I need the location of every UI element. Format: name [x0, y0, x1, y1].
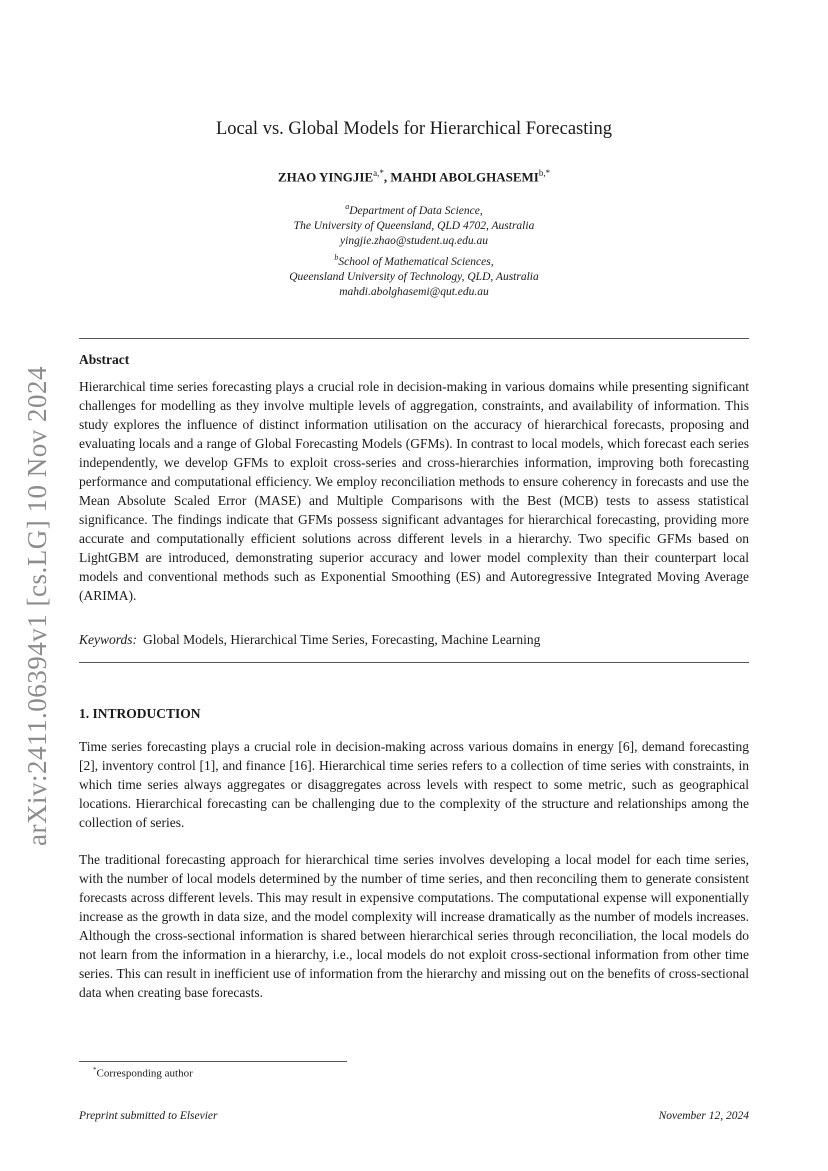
footnote-text: Corresponding author	[96, 1067, 193, 1080]
affiliation-mark: a	[345, 202, 350, 211]
arxiv-identifier: arXiv:2411.06394v1 [cs.LG] 10 Nov 2024	[22, 366, 52, 846]
footer-preprint-note: Preprint submitted to Elsevier	[79, 1110, 218, 1122]
abstract-text: Hierarchical time series forecasting plays a crucial role in decision-making in various domains while presenting significant challenges for modelling as they involve multiple levels of aggregation, constraints, and availability of information. This study explores the influence of distinct information utilisation on the accuracy of hierarchical forecasts, proposing and evaluating locals and a range of Global Forecasting Models (GFMs). In contrast to local models, which forecast each series independently, we develop GFMs to exploit cross-series and cross-hierarchies information, improving both forecasting performance and computational efficiency. We employ reconciliation methods to ensure coherency in forecasts and use the Mean Absolute Scaled Error (MASE) and Multiple Comparisons with the Best (MCB) tests to assess statistical significance. The findings indicate that GFMs possess significant advantages for hierarchical forecasting, providing more accurate and computationally efficient solutions across different levels in a hierarchy. Two specific GFMs based on LightGBM are introduced, demonstrating superior accuracy and lower model complexity than their counterpart local models and conventional methods such as Exponential Smoothing (ES) and Autoregressive Integrated Moving Average (ARIMA).	[79, 379, 749, 603]
footer-date: November 12, 2024	[658, 1110, 749, 1122]
abstract-top-rule	[79, 338, 749, 339]
affiliation-organization: Queensland University of Technology, QLD, Australia	[289, 270, 539, 283]
keywords-label: Keywords:	[79, 632, 137, 647]
author-marks: b,*	[538, 168, 551, 178]
body-paragraph: Time series forecasting plays a crucial role in decision-making across various domains in energy [6], demand forecasting [2], inventory control [1], and finance [16]. Hierarchical time series refers to a collection of time series with constraints, in which time series always aggregates or disaggregates across levels with respect to some metric, such as geographical locations. Hierarchical forecasting can be challenging due to the complexity of the structure and relationships among the collection of series.	[79, 739, 749, 830]
section-heading: 1. INTRODUCTION	[79, 706, 201, 721]
footnote	[93, 1066, 193, 1080]
affiliation-email: mahdi.abolghasemi@qut.edu.au	[339, 286, 489, 299]
author-name: ZHAO YINGJIE	[277, 169, 374, 185]
footnote-mark: *	[93, 1066, 97, 1074]
body-paragraph: The traditional forecasting approach for hierarchical time series involves developing a local model for each time series, with the number of local models determined by the number of time series, and then reconciling them to generate consistent forecasts across different levels. This may result in expensive computations. The computational expense will exponentially increase as the growth in data size, and the model complexity will increase dramatically as the number of models increases. Although the cross-sectional information is shared between hierarchical series through reconciliation, the local models do not learn from the information in a hierarchy, i.e., local models do not exploit cross-sectional information from other time series. This can result in inefficient use of information from the hierarchy and missing out on the benefits of cross-sectional data when creating base forecasts.	[79, 852, 749, 1000]
affiliation-department: Department of Data Science,	[349, 204, 483, 217]
affiliation-department: School of Mathematical Sciences,	[338, 255, 494, 268]
affiliation-email: yingjie.zhao@student.uq.edu.au	[340, 235, 488, 248]
abstract-bottom-rule	[79, 662, 749, 663]
affiliation-organization: The University of Queensland, QLD 4702, Australia	[293, 220, 535, 233]
paper-title: Local vs. Global Models for Hierarchical Forecasting	[215, 119, 613, 139]
author-list	[0, 168, 828, 185]
abstract-heading: Abstract	[79, 352, 130, 367]
author-name: MAHDI ABOLGHASEMI	[390, 169, 539, 185]
keywords-text: Global Models, Hierarchical Time Series, Forecasting, Machine Learning	[143, 632, 541, 647]
footnote-rule	[79, 1061, 347, 1062]
author-marks: a,*	[373, 168, 384, 178]
keywords	[79, 632, 540, 648]
author-separator: ,	[383, 169, 391, 185]
affiliations	[0, 199, 828, 300]
affiliation-mark: b	[334, 252, 339, 262]
